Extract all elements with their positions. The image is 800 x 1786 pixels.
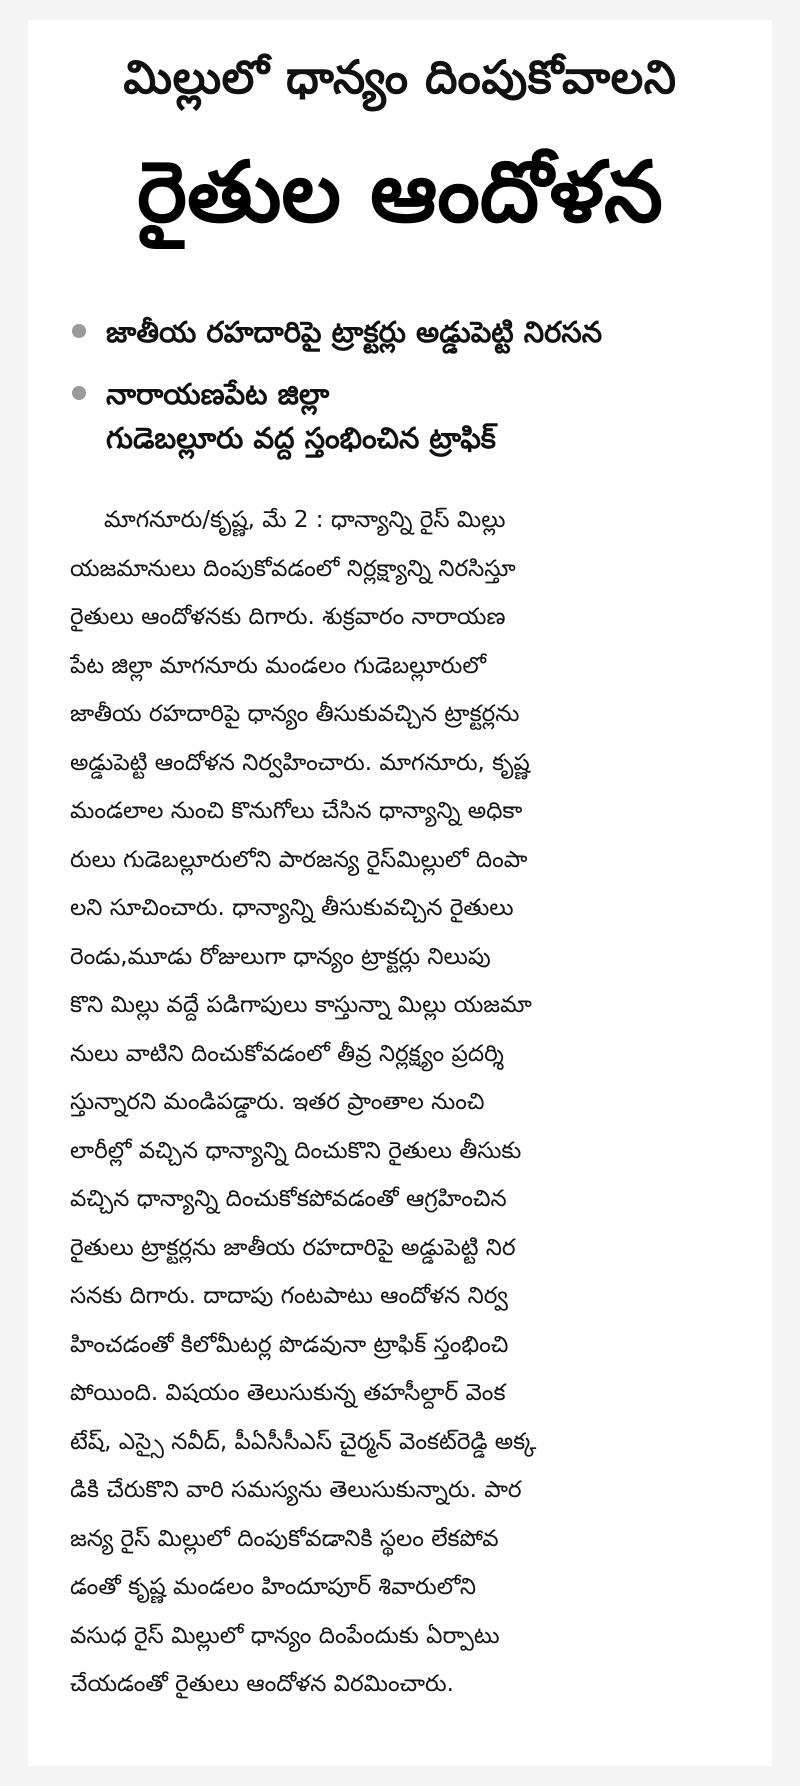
body-line: రైతులు ఆందోళనకు దిగారు. శుక్రవారం నారాయణ xyxy=(70,604,506,630)
body-line: రెండు,మూడు రోజులుగా ధాన్యం ట్రాక్టర్లు నిలుపు xyxy=(70,943,491,970)
body-line: లారీల్లో వచ్చిన ధాన్యాన్ని దించుకొని రైతులు తీసుకు xyxy=(70,1137,522,1164)
body-line: మాగనూరు/కృష్ణ, మే 2 : ధాన్యాన్ని రైస్ మిల్లు xyxy=(104,507,506,533)
bullet-item xyxy=(72,372,752,460)
subheading-bullets xyxy=(72,310,752,478)
body-line: జాతీయ రహదారిపై ధాన్యం తీసుకువచ్చిన ట్రాక్టర్లను xyxy=(70,701,520,727)
bullet-dot-icon xyxy=(72,324,86,338)
body-line: జన్య రైస్ మిల్లులో దింపుకోవడానికి స్థలం లేకపోవ xyxy=(70,1525,499,1552)
body-line: అడ్డుపెట్టి ఆందోళన నిర్వహించారు. మాగనూరు, కృష్ణ xyxy=(70,749,530,776)
body-line: సనకు దిగారు. దాదాపు గంటపాటు ఆందోళన నిర్వ xyxy=(70,1283,508,1309)
body-line: రైతులు ట్రాక్టర్లను జాతీయ రహదారిపై అడ్డుపెట్టి నిర xyxy=(70,1234,516,1261)
bullet-text: జాతీయ రహదారిపై ట్రాక్టర్లు అడ్డుపెట్టి నిరసన xyxy=(106,315,603,349)
body-line: నులు వాటిని దించుకోవడంలో తీవ్ర నిర్లక్ష్యం ప్రదర్శి xyxy=(70,1040,504,1067)
body-line: డికి చేరుకొని వారి సమస్యను తెలుసుకున్నారు. పార xyxy=(70,1477,522,1503)
main-headline: రైతుల ఆందోళన xyxy=(137,143,663,241)
bullet-dot-icon xyxy=(72,386,86,400)
body-line: చేయడంతో రైతులు ఆందోళన విరమించారు. xyxy=(70,1671,454,1697)
bullet-text-continued: గుడెబల్లూరు వద్ద స్తంభించిన ట్రాఫిక్ xyxy=(106,421,496,455)
article-body xyxy=(70,496,738,1709)
newspaper-clipping xyxy=(28,20,772,1766)
body-line: డంతో కృష్ణ మండలం హిందూపూర్ శివారులోని xyxy=(70,1574,477,1600)
body-line: కొని మిల్లు వద్దే పడిగాపులు కాస్తున్నా మిల్లు యజమా xyxy=(70,992,532,1018)
body-line: టేష్, ఎస్సై నవీద్, పీఏసీసీఎస్ చైర్మన్ వెంకట్‌రెడ్డి అక్క xyxy=(70,1428,537,1455)
kicker-headline: మిల్లులో ధాన్యం దింపుకోవాలని xyxy=(123,50,677,104)
body-line: మండలాల నుంచి కొనుగోలు చేసిన ధాన్యాన్ని అధికా xyxy=(70,798,523,824)
body-line: వసుధ రైస్ మిల్లులో ధాన్యం దింపేందుకు ఏర్పాటు xyxy=(70,1622,500,1649)
body-line: హించడంతో కిలోమీటర్ల పొడవునా ట్రాఫిక్ స్తంభించి xyxy=(70,1331,509,1358)
body-line: పోయింది. విషయం తెలుసుకున్న తహసీల్దార్ వెంక xyxy=(70,1380,506,1406)
body-line: లని సూచించారు. ధాన్యాన్ని తీసుకువచ్చిన రైతులు xyxy=(70,895,514,921)
bullet-text: నారాయణపేట జిల్లా xyxy=(106,377,330,411)
body-line: వచ్చిన ధాన్యాన్ని దించుకోకపోవడంతో ఆగ్రహించిన xyxy=(70,1186,507,1212)
body-line: రులు గుడెబల్లూరులోని పారజన్య రైస్‌మిల్లులో దింపా xyxy=(70,846,528,873)
body-line: పేట జిల్లా మాగనూరు మండలం గుడెబల్లూరులో xyxy=(70,652,487,679)
body-line: స్తున్నారని మండిపడ్డారు. ఇతర ప్రాంతాల నుంచి xyxy=(70,1089,485,1115)
body-line: యజమానులు దింపుకోవడంలో నిర్లక్ష్యాన్ని నిరసిస్తూ xyxy=(70,555,516,582)
bullet-item xyxy=(72,310,752,354)
